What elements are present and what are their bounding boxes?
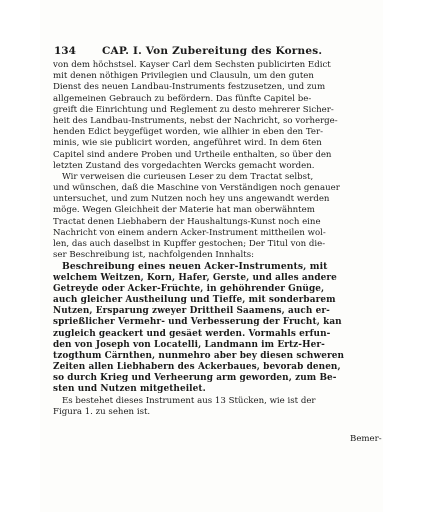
text-line: Beschreibung eines neuen Acker-Instruments, mit bbox=[62, 261, 328, 273]
text-line: Dienst des neuen Landbau-Instruments festzusetzen, und zum bbox=[53, 82, 326, 93]
text-line: den von Joseph von Locatelli, Landmann im Ertz-Her- bbox=[53, 339, 325, 350]
catchword: Bemer- bbox=[350, 434, 382, 444]
text-line: sprießlicher Vermehr- und Verbesserung der Frucht, kan bbox=[53, 317, 342, 328]
page-number: 134 bbox=[54, 45, 76, 57]
text-line: Tractat denen Liebhabern der Haushaltungs-Kunst noch eine bbox=[53, 216, 321, 227]
text-line: tzogthum Cärnthen, nunmehro aber bey diesen schweren bbox=[53, 350, 345, 361]
text-line: welchem Weitzen, Korn, Hafer, Gerste, und alles andere bbox=[53, 272, 337, 283]
text-line: henden Edict beygefüget worden, wie allhier in eben den Ter- bbox=[53, 127, 323, 138]
text-line: von dem höchstsel. Kayser Carl dem Sechsten publicirten Edict bbox=[53, 60, 331, 70]
text-line: Zeiten allen Liebhabern des Ackerbaues, bevorab denen, bbox=[53, 362, 341, 373]
text-line: Nachricht von einem andern Acker-Instrument mittheilen wol- bbox=[53, 227, 326, 238]
text-line: auch gleicher Austheilung und Tieffe, mit sonderbarem bbox=[53, 294, 336, 305]
text-line: Figura 1. zu sehen ist. bbox=[53, 406, 151, 417]
text-line: möge. Wegen Gleichheit der Materie hat man oberwähntem bbox=[53, 205, 315, 216]
text-line: greift die Einrichtung und Reglement zu desto mehrerer Sicher- bbox=[53, 104, 334, 115]
text-line: minis, wie sie publicirt worden, angeführet wird. In dem 6ten bbox=[53, 138, 322, 149]
text-line: mit denen nöthigen Privilegien und Clausuln, um den guten bbox=[53, 71, 314, 82]
text-line: Wir verweisen die curieusen Leser zu dem Tractat selbst, bbox=[62, 171, 314, 182]
text-line: sten und Nutzen mitgetheilet. bbox=[53, 384, 206, 395]
text-line: Nutzen, Ersparung zweyer Drittheil Saamens, auch er- bbox=[53, 306, 330, 317]
text-line: so durch Krieg und Verheerung arm geworden, zum Be- bbox=[53, 373, 337, 384]
text-line: Capitel sind andere Proben und Urtheile enthalten, so über den bbox=[53, 149, 332, 160]
text-line: letzten Zustand des vorgedachten Wercks gemacht worden. bbox=[53, 160, 315, 171]
page-header bbox=[54, 45, 384, 61]
text-line: ser Beschreibung ist, nachfolgenden Innhalts: bbox=[53, 250, 255, 261]
body-text bbox=[53, 60, 385, 418]
text-line: Getreyde oder Acker-Früchte, in gehöhrender Gnüge, bbox=[53, 283, 325, 294]
text-line: Es bestehet dieses Instrument aus 13 Stücken, wie ist der bbox=[62, 395, 316, 406]
text-line: heit des Landbau-Instruments, nebst der Nachricht, so vorherge- bbox=[53, 115, 338, 126]
text-line: len, das auch daselbst in Kupffer gestochen; Der Titul von die- bbox=[53, 239, 326, 249]
text-line: untersuchet, und zum Nutzen noch hey uns angewandt werden bbox=[53, 194, 330, 205]
running-head: CAP. I. Von Zubereitung des Kornes. bbox=[102, 45, 323, 57]
text-line: und wünschen, daß die Maschine von Verständigen noch genauer bbox=[53, 183, 340, 194]
text-line: allgemeinen Gebrauch zu befördern. Das fünfte Capitel be- bbox=[53, 93, 312, 104]
text-line: zugleich geackert und gesäet werden. Vormahls erfun- bbox=[53, 328, 331, 339]
